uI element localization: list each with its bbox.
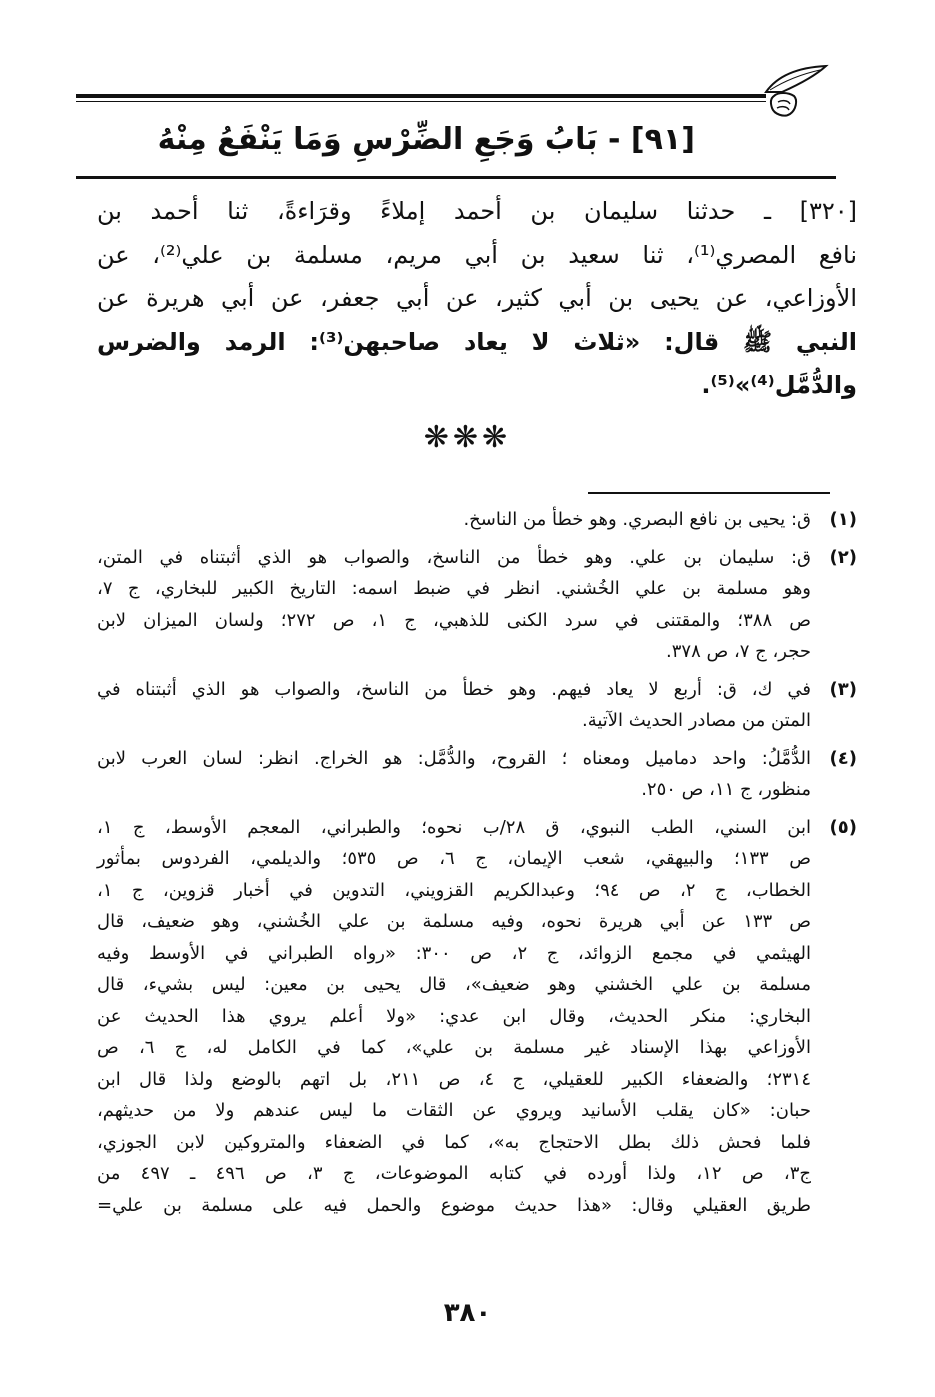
footnote-number: (٢)	[829, 546, 857, 568]
footnote-rule	[588, 492, 830, 494]
footnote-line: المتن من مصادر الحديث الآتية.	[581, 710, 811, 731]
quill-hand-icon	[760, 62, 832, 122]
footnote-line: وهو مسلمة بن علي الخُشني. انظر في ضبط اسمه: التاريخ الكبير للبخاري، ج ٧،	[97, 578, 811, 599]
footnote-line: فلما فحش ذلك بطل الاحتجاج به»، كما في الضعفاء والمتروكين لابن الجوزي،	[97, 1131, 811, 1153]
footnote	[97, 812, 857, 1222]
footnote-line: ق: يحيى بن نافع البصري. وهو خطأ من الناسخ.	[463, 509, 811, 530]
hadith-line: والدُّمَّل⁽⁴⁾»⁽⁵⁾.	[701, 371, 857, 399]
header-rule	[76, 94, 766, 98]
footnote-line: ص ١٣٣ عن أبي هريرة نحوه، وفيه مسلمة بن علي الخُشني، وهو ضعيف، قال	[97, 911, 811, 932]
footnote-number: (٤)	[829, 747, 857, 769]
footnote-line: حبان: «كان يقلب الأسانيد ويروي عن الثقات ما ليس عندهم ولا من حديثهم،	[97, 1100, 811, 1121]
hadith-line: [٣٢٠] ـ حدثنا سليمان بن أحمد إملاءً وقرَاءةً، ثنا أحمد بن	[97, 197, 857, 225]
footnote-line: مسلمة بن علي الخشني وهو ضعيف»، قال يحيى بن معين: ليس بشيء، قال	[97, 974, 811, 995]
footnote	[97, 542, 857, 668]
chapter-title: [٩١] - بَابُ وَجَعِ الضِّرْسِ وَمَا يَنْفَعُ مِنْهُ	[157, 122, 695, 157]
footnote-line: الهيثمي في مجمع الزوائد، ج ٢، ص ٣٠٠: «رواه الطبراني في الأوسط وفيه	[97, 942, 812, 964]
footnote-number: (٣)	[829, 678, 857, 700]
footnote-line: ج٣، ص ١٢، ولذا أورده في كتابه الموضوعات، ج ٣، ص ٤٩٦ ـ ٤٩٧ من	[97, 1163, 812, 1184]
footnote-line: ابن السني، الطب النبوي، ق ٢٨/ب نحوه؛ والطبراني، المعجم الأوسط، ج ١،	[97, 816, 812, 838]
hadith-line: نافع المصري⁽¹⁾، ثنا سعيد بن أبي مريم، مسلمة بن علي⁽²⁾، عن	[97, 240, 858, 269]
footnote	[97, 504, 857, 536]
header-rule-thin	[76, 101, 766, 102]
footnote-line: الخطاب، ج ٢، ص ٩٤؛ وعبدالكريم القزويني، التدوين في أخبار قزوين، ج ١،	[97, 879, 812, 901]
footnote-line: ٢٣١٤؛ والضعفاء الكبير للعقيلي، ج ٤، ص ٢١١، بل اتهم بالوضع ولذا قال ابن	[97, 1068, 812, 1090]
hadith-line: الأوزاعي، عن يحيى بن أبي كثير، عن أبي جعفر، عن أبي هريرة عن	[97, 284, 857, 312]
footnote-line: حجر، ج ٧، ص ٣٧٨.	[666, 641, 811, 662]
hadith-text	[97, 190, 857, 408]
footnote-line: البخاري: منكر الحديث، وقال ابن عدي: «ولا أعلم يروي هذا الحديث عن	[97, 1005, 811, 1027]
footnote-line: ص ١٣٣؛ والبيهقي، شعب الإيمان، ج ٦، ص ٥٣٥؛ والديلمي، الفردوس بمأثور	[97, 848, 812, 869]
footnote-line: منظور، ج ١١، ص ٢٥٠.	[641, 779, 811, 800]
footnote-line: ق: سليمان بن علي. وهو خطأ من الناسخ، والصواب هو الذي أثبتناه في المتن،	[97, 546, 811, 568]
footnote-number: (١)	[829, 509, 857, 530]
footnote	[97, 674, 857, 737]
footnote-line: الدُّمَّلُ: واحد دماميل ومعناه ؛ القروح، والدُّمَّل: هو الخراج. انظر: لسان العرب لابن	[97, 747, 811, 769]
footnote	[97, 743, 857, 806]
title-underline	[76, 176, 836, 179]
footnote-number: (٥)	[829, 816, 857, 838]
footnotes	[97, 504, 857, 1227]
footnote-line: في ك، ق: أربع لا يعاد فيهم. وهو خطأ من الناسخ، والصواب هو الذي أثبتناه في	[97, 678, 811, 700]
section-separator: ❋❋❋	[423, 420, 512, 455]
footnote-line: الأوزاعي بهذا الإسناد غير مسلمة بن علي»، كما في الكامل له، ج ٦، ص	[97, 1037, 812, 1058]
hadith-line: النبي ﷺ قال: «ثلاث لا يعاد صاحبهن⁽³⁾: الرمد والضرس	[97, 327, 857, 356]
footnote-line: طريق العقيلي وقال: «هذا حديث موضوع والحمل فيه على مسلمة بن علي=	[97, 1194, 811, 1216]
footnote-line: ص ٣٨٨؛ والمقتنى في سرد الكنى للذهبي، ج ١، ص ٢٧٢؛ ولسان الميزان لابن	[97, 609, 812, 631]
page-number: ٣٨٠	[443, 1298, 492, 1328]
